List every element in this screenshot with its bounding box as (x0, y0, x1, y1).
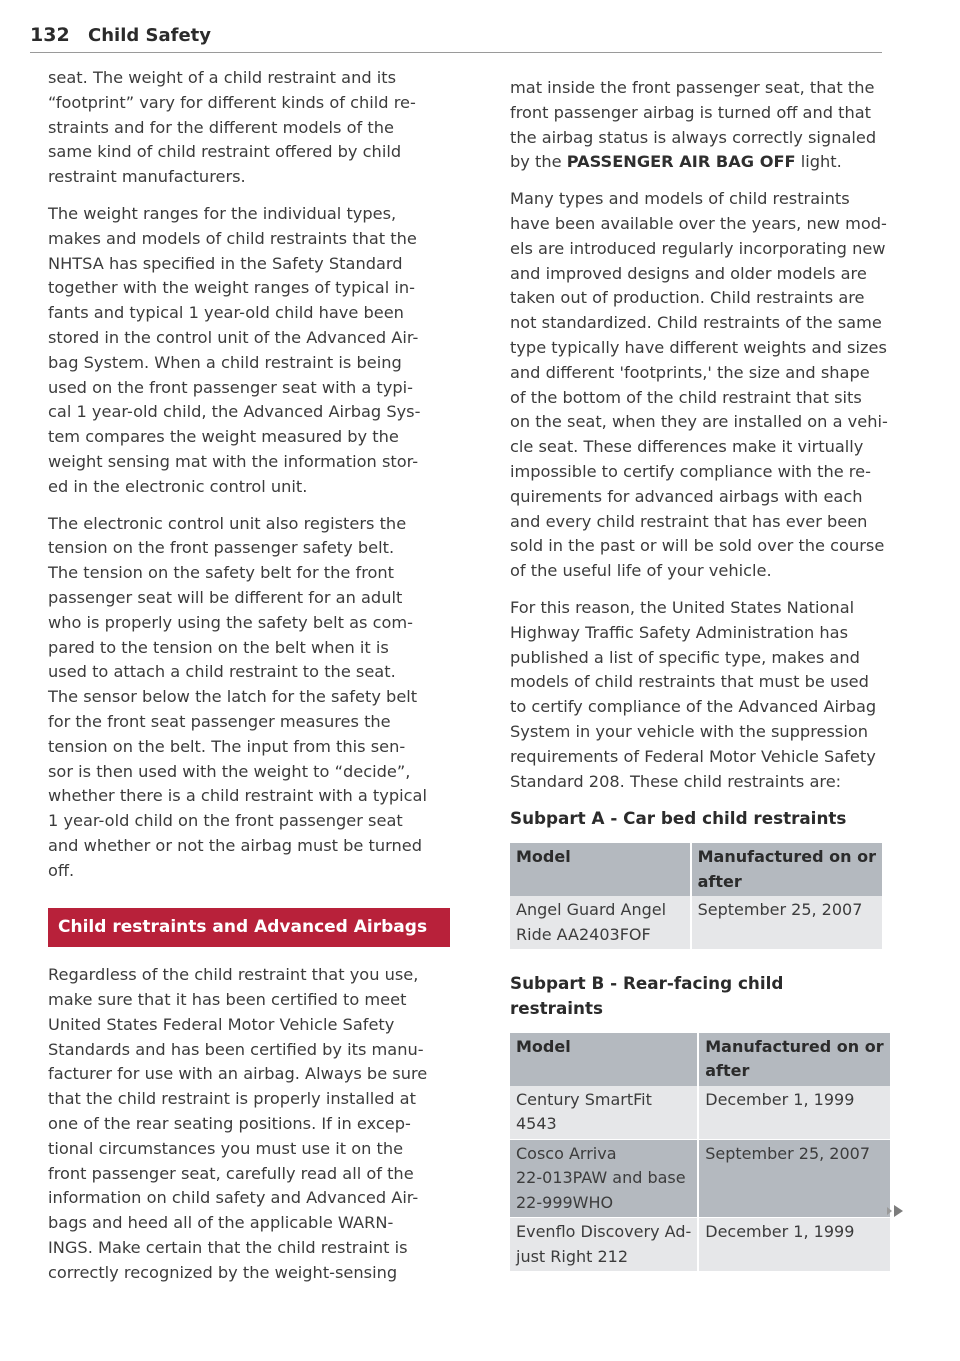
paragraph-belt-tension (48, 512, 468, 884)
text-line: NHTSA has specified in the Safety Standard (48, 253, 403, 273)
cell-text: December 1, 1999 (705, 1222, 855, 1242)
date-cell (699, 1086, 889, 1139)
text-line: The tension on the safety belt for the front (48, 563, 395, 583)
column-header-manufactured (692, 843, 882, 896)
text-line: impossible to certify compliance with the re- (510, 461, 871, 481)
text-line: of the bottom of the child restraint that sits (510, 387, 862, 407)
cell-text: December 1, 1999 (705, 1089, 855, 1109)
left-column (48, 66, 468, 1298)
text-line: cle seat. These differences make it virtually (510, 437, 864, 457)
text-line: Highway Traffic Safety Administration has (510, 622, 848, 642)
text-line: for the front seat passenger measures the (48, 711, 391, 731)
text-line: bags and heed all of the applicable WARN- (48, 1213, 394, 1233)
text-line: mat inside the front passenger seat, that the (510, 78, 875, 97)
text-line: one of the rear seating positions. If in excep- (48, 1114, 411, 1134)
text-line: The weight ranges for the individual types, (48, 203, 397, 223)
text-line: requirements of Federal Motor Vehicle Safety (510, 746, 876, 766)
cell-text: September 25, 2007 (697, 900, 863, 920)
subpart-a-table (510, 843, 882, 949)
text-line: and whether or not the airbag must be turned (48, 835, 422, 855)
cell-text: Century SmartFit (516, 1089, 652, 1109)
cell-text: Ride AA2403FOF (516, 924, 651, 944)
table-header-row (510, 843, 882, 896)
cell-text: just Right 212 (516, 1246, 629, 1266)
text-line: that the child restraint is properly installed at (48, 1089, 416, 1109)
text-line: to certify compliance of the Advanced Airbag (510, 697, 877, 717)
text-line: the airbag status is always correctly signaled (510, 127, 877, 147)
text-line: seat. The weight of a child restraint and its (48, 68, 397, 87)
text-fragment: by the (510, 152, 567, 172)
text-line: System in your vehicle with the suppression (510, 721, 868, 741)
subpart-b-table (510, 1033, 890, 1272)
text-line: information on child safety and Advanced Air- (48, 1188, 419, 1208)
text-line: pared to the tension on the belt when it is (48, 637, 389, 657)
column-header-manufactured (699, 1033, 889, 1086)
text-line: Standards and has been certified by its manu- (48, 1039, 424, 1059)
text-line: and improved designs and older models are (510, 263, 867, 283)
text-line: sold in the past or will be sold over the course (510, 536, 885, 556)
text-line: not standardized. Child restraints of the same (510, 313, 882, 333)
header-text: after (697, 871, 742, 891)
section-title: Child Safety (88, 25, 212, 46)
text-line: of the useful life of your vehicle. (510, 561, 772, 581)
header-text: Manufactured on or (705, 1036, 884, 1056)
paragraph-certification (48, 963, 468, 1285)
paragraph-types-models (510, 187, 888, 584)
text-line: tension on the front passenger safety belt. (48, 538, 395, 558)
continue-arrow-icon (894, 1205, 903, 1217)
table-row (510, 1086, 890, 1139)
text-line: quirements for advanced airbags with each (510, 486, 863, 506)
paragraph-weight-ranges (48, 202, 468, 500)
text-line: United States Federal Motor Vehicle Safety (48, 1014, 395, 1034)
subpart-a-heading: Subpart A - Car bed child restraints (510, 808, 847, 829)
text-line: front passenger airbag is turned off and that (510, 102, 872, 122)
section-heading-child-restraints-airbags: Child restraints and Advanced Airbags (48, 908, 450, 948)
text-fragment: light. (795, 152, 842, 172)
text-line: stored in the control unit of the Advanced Air- (48, 327, 419, 347)
text-line: facturer for use with an airbag. Always be sure (48, 1064, 428, 1084)
text-line: same kind of child restraint offered by child (48, 142, 402, 162)
text-line: published a list of specific type, makes and (510, 647, 860, 667)
page-header (30, 24, 882, 53)
text-line: models of child restraints that must be used (510, 672, 869, 692)
text-line: off. (48, 860, 75, 880)
text-line: straints and for the different models of the (48, 117, 394, 137)
text-line: bag System. When a child restraint is being (48, 352, 402, 372)
model-cell (510, 1086, 699, 1139)
text-line: cal 1 year-old child, the Advanced Airbag Sys- (48, 402, 421, 422)
cell-text: Evenflo Discovery Ad- (516, 1222, 692, 1242)
text-line: Regardless of the child restraint that you use, (48, 965, 419, 985)
text-line (510, 150, 882, 175)
text-line: “footprint” vary for different kinds of child re- (48, 92, 416, 112)
table-row (510, 1139, 890, 1218)
text-line: type typically have different weights and sizes (510, 337, 887, 357)
header-text: Manufactured on or (697, 847, 876, 867)
paragraph-weight-footprint (48, 66, 468, 190)
text-line: The sensor below the latch for the safety belt (48, 687, 418, 707)
text-line: and different 'footprints,' the size and shape (510, 362, 870, 382)
passenger-airbag-off-light-label: PASSENGER AIR BAG OFF (566, 152, 796, 172)
text-line: front passenger seat, carefully read all of the (48, 1163, 414, 1183)
text-line: whether there is a child restraint with a typical (48, 786, 427, 806)
paragraph-airbag-status (510, 76, 882, 175)
text-line: make sure that it has been certified to meet (48, 990, 407, 1010)
text-line: els are introduced regularly incorporating new (510, 238, 886, 258)
text-line: have been available over the years, new mod- (510, 213, 887, 233)
model-cell (510, 896, 692, 949)
header-text: Model (516, 1036, 571, 1056)
table-row (510, 1217, 890, 1271)
text-line: weight sensing mat with the information stor- (48, 451, 419, 471)
header-text: after (705, 1061, 750, 1081)
text-line: For this reason, the United States National (510, 597, 855, 617)
paragraph-nhtsa-list (510, 596, 882, 794)
cell-text: 22-999WHO (516, 1192, 614, 1212)
table-row (510, 896, 882, 949)
column-header-model (510, 843, 692, 896)
text-line: on the seat, when they are installed on a vehi- (510, 412, 888, 432)
text-line: together with the weight ranges of typical in- (48, 278, 415, 298)
text-line: INGS. Make certain that the child restraint is (48, 1238, 408, 1258)
cell-text: Cosco Arriva (516, 1143, 617, 1163)
text-line: tem compares the weight measured by the (48, 427, 399, 447)
text-line: fants and typical 1 year-old child have been (48, 303, 404, 323)
text-line: ed in the electronic control unit. (48, 476, 308, 496)
text-line: The electronic control unit also registers the (48, 513, 407, 533)
text-line: and every child restraint that has ever been (510, 511, 868, 531)
right-column (510, 76, 888, 1293)
text-line: used on the front passenger seat with a typi- (48, 377, 413, 397)
text-line: sor is then used with the weight to “decide”, (48, 761, 411, 781)
text-line: used to attach a child restraint to the seat. (48, 662, 396, 682)
date-cell (692, 896, 882, 949)
text-line: tension on the belt. The input from this sen- (48, 736, 406, 756)
text-line: restraint manufacturers. (48, 167, 246, 187)
text-line: tional circumstances you must use it on the (48, 1138, 404, 1158)
cell-text: September 25, 2007 (705, 1143, 871, 1163)
cell-text: 22-013PAW and base (516, 1168, 686, 1188)
table-header-row (510, 1033, 890, 1086)
cell-text: Angel Guard Angel (516, 900, 667, 920)
text-line: Standard 208. These child restraints are: (510, 771, 842, 791)
text-line: makes and models of child restraints that the (48, 228, 417, 248)
text-line: 1 year-old child on the front passenger seat (48, 811, 403, 831)
date-cell (699, 1139, 889, 1218)
header-text: Model (516, 847, 571, 867)
subpart-b-heading: Subpart B - Rear-facing child restraints (510, 973, 784, 1018)
cell-text: 4543 (516, 1114, 557, 1134)
date-cell (699, 1217, 889, 1271)
page-number: 132 (30, 24, 70, 46)
model-cell (510, 1217, 699, 1271)
text-line: correctly recognized by the weight-sensing (48, 1262, 398, 1282)
text-line: passenger seat will be different for an adult (48, 587, 403, 607)
text-line: Many types and models of child restraints (510, 189, 850, 209)
text-line: taken out of production. Child restraints are (510, 288, 865, 308)
model-cell (510, 1139, 699, 1218)
text-line: who is properly using the safety belt as com- (48, 612, 414, 632)
column-header-model (510, 1033, 699, 1086)
